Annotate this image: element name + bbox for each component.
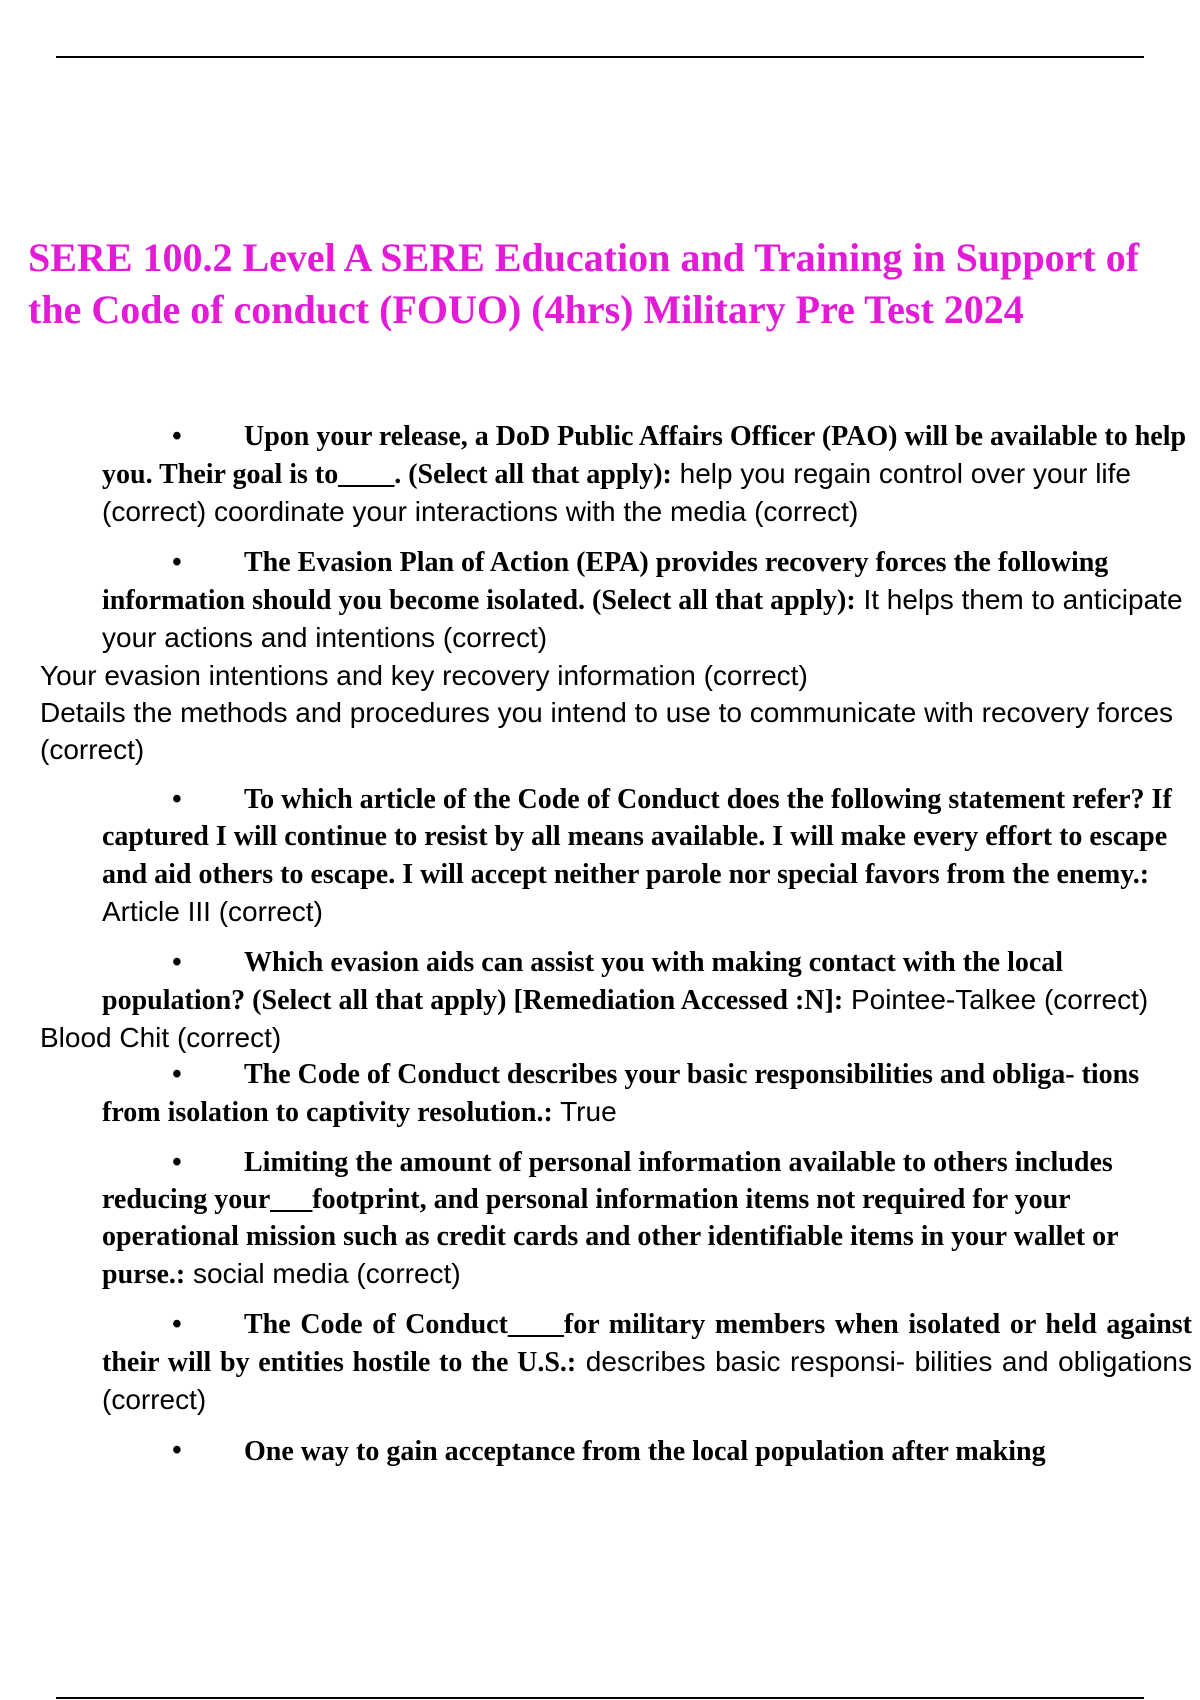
answer-text: social media (correct) <box>185 1258 461 1289</box>
answer-line: Blood Chit (correct) <box>40 1022 282 1053</box>
bullet-icon: • <box>172 1147 182 1178</box>
question-item-3 <box>0 781 1200 931</box>
question-item-1 <box>0 418 1200 531</box>
question-text: Which evasion aids can assist you with making contact with the local population? (Select all that apply) [Remediation Accessed :N]: <box>102 947 1064 1016</box>
answer-text: help you regain control over your life (correct) coordinate your interactions with the media (correct) <box>102 458 1132 527</box>
answer-text: True <box>552 1096 617 1127</box>
bullet-icon: • <box>172 421 182 452</box>
answer-line: Your evasion intentions and key recovery information (correct) <box>40 660 808 691</box>
question-text: The Code of Conduct____for military members when isolated or held against their will by entities hostile to the U.S.: <box>102 1309 1192 1378</box>
answer-continuation <box>0 1019 1200 1056</box>
question-item-5 <box>0 1056 1200 1131</box>
answer-text: It helps them to anticipate your actions and intentions (correct) <box>102 584 1183 653</box>
question-text: The Code of Conduct describes your basic responsibilities and obliga- tions from isolation to captivity resolution.: <box>102 1059 1140 1128</box>
bullet-icon: • <box>172 547 182 578</box>
bullet-icon: • <box>172 1059 182 1090</box>
answer-text: describes basic responsi- bilities and obligations (correct) <box>102 1346 1193 1415</box>
bullet-icon: • <box>172 947 182 978</box>
question-item-7 <box>0 1306 1200 1419</box>
answer-line: Details the methods and procedures you intend to use to communicate with recovery forces (correct) <box>40 697 1174 765</box>
question-item-6 <box>0 1144 1200 1293</box>
question-text: To which article of the Code of Conduct does the following statement refer? If captured I will continue to resist by all means available. I will make every effort to escape and aid others to escape. I will accept neither parole nor special favors from the enemy.: <box>102 784 1172 890</box>
question-text: Upon your release, a DoD Public Affairs Officer (PAO) will be available to help you. Their goal is to____. (Select all that apply): <box>102 421 1187 490</box>
question-item-4 <box>0 944 1200 1019</box>
question-text: One way to gain acceptance from the local population after making <box>244 1436 1046 1467</box>
top-rule <box>56 56 1144 58</box>
document-title: SERE 100.2 Level A SERE Education and Training in Support of the Code of conduct (FOUO) (4hrs) Military Pre Test 2024 <box>28 235 1140 332</box>
bullet-icon: • <box>172 1435 182 1466</box>
question-item-8 <box>0 1432 1200 1470</box>
question-list <box>0 418 1200 1483</box>
bullet-icon: • <box>172 1309 182 1340</box>
question-text: The Evasion Plan of Action (EPA) provides recovery forces the following information should you become isolated. (Select all that apply): <box>102 547 1109 616</box>
bullet-icon: • <box>172 784 182 815</box>
bottom-rule <box>56 1697 1144 1699</box>
question-item-2 <box>0 544 1200 657</box>
answer-continuation <box>0 657 1200 768</box>
answer-text: Pointee-Talkee (correct) <box>843 984 1149 1015</box>
question-text: Limiting the amount of personal information available to others includes reducing your___footprint, and personal information items not required for your operational mission such as credit cards and other identifiable items in your wallet or purse.: <box>102 1147 1119 1290</box>
answer-text: Article III (correct) <box>102 896 323 927</box>
